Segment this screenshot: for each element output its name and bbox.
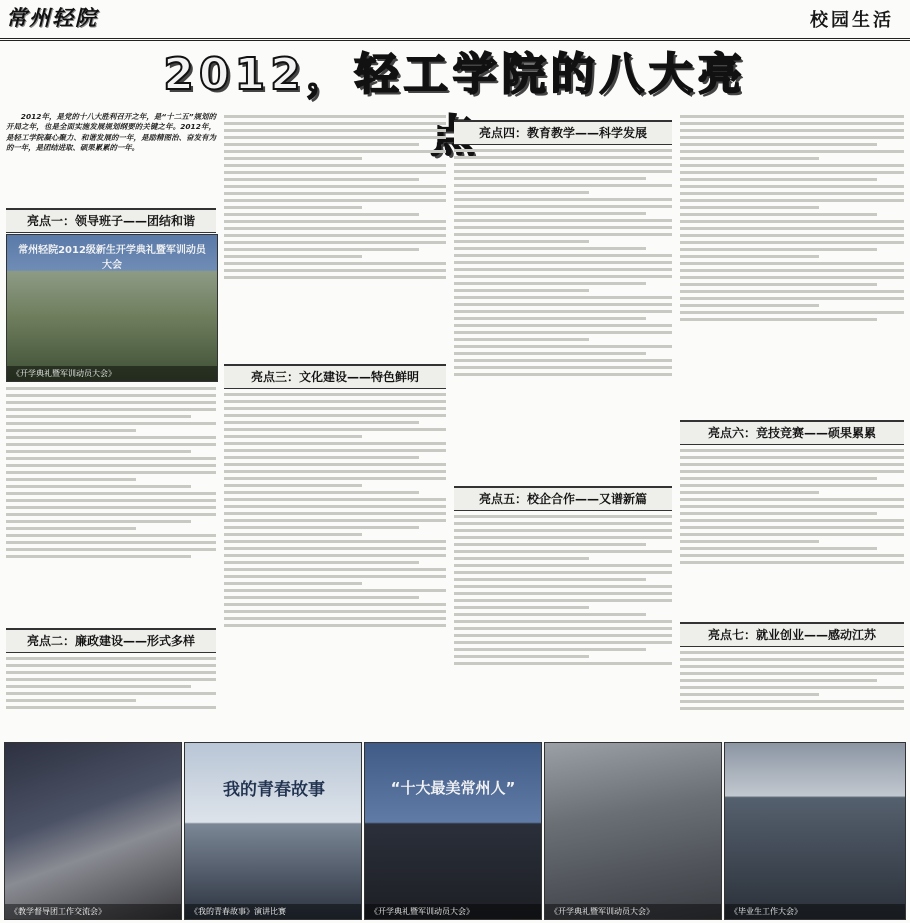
section-name: 校园生活	[810, 10, 894, 31]
section-2-body	[6, 654, 216, 738]
column-1	[6, 112, 216, 154]
photo-caption: 《我的青春故事》演讲比赛	[185, 904, 361, 919]
section-4-body	[454, 146, 672, 476]
page-headline: 2012，轻工学院的八大亮	[163, 49, 747, 100]
section-heading-7: 亮点七：就业创业——感动江苏	[680, 622, 904, 647]
masthead-logo: 常州轻院	[6, 6, 98, 30]
photo-graduate-meeting	[724, 742, 906, 920]
section-heading-1: 亮点一：领导班子——团结和谐	[6, 208, 216, 233]
photo-caption: 《毕业生工作大会》	[725, 904, 905, 919]
photo-stage-banner: 常州轻院2012级新生开学典礼暨军训动员大会	[18, 245, 206, 271]
section-heading-5: 亮点五：校企合作——又谱新篇	[454, 486, 672, 511]
section-3-body	[224, 390, 446, 738]
photo-student-portrait	[544, 742, 722, 920]
photo-stage-banner: “十大最美常州人”	[390, 779, 516, 797]
photo-teaching-meeting	[4, 742, 182, 920]
section-7-body	[680, 648, 904, 738]
section-6-body	[680, 446, 904, 618]
photo-caption: 《开学典礼暨军训动员大会》	[7, 366, 217, 381]
section-5-body-continued	[680, 112, 904, 412]
section-5-body	[454, 512, 672, 738]
photo-caption: 《开学典礼暨军训动员大会》	[545, 904, 721, 919]
photo-award-ceremony	[364, 742, 542, 920]
section-heading-3: 亮点三：文化建设——特色鲜明	[224, 364, 446, 389]
photo-caption: 《教学督导团工作交流会》	[5, 904, 181, 919]
section-2-body-continued	[224, 112, 446, 352]
section-heading-4: 亮点四：教育教学——科学发展	[454, 120, 672, 145]
photo-opening-ceremony	[6, 234, 218, 382]
masthead	[0, 0, 910, 41]
intro-paragraph: 2012年，是党的十八大胜利召开之年，是“十二五”规划的开局之年，也是全面实施发展规划纲要的关键之年。2012年，是轻工学院凝心聚力、和谐发展的一年，是励精图治、奋发有为的一年，是团结进取、硕果累累的一年。	[6, 112, 216, 152]
section-heading-6: 亮点六：竞技竞赛——硕果累累	[680, 420, 904, 445]
section-heading-2: 亮点二：廉政建设——形式多样	[6, 628, 216, 653]
photo-speech-contest	[184, 742, 362, 920]
photo-caption: 《开学典礼暨军训动员大会》	[365, 904, 541, 919]
section-1-body	[6, 384, 216, 628]
photo-stage-banner: 我的青春故事	[223, 780, 325, 800]
